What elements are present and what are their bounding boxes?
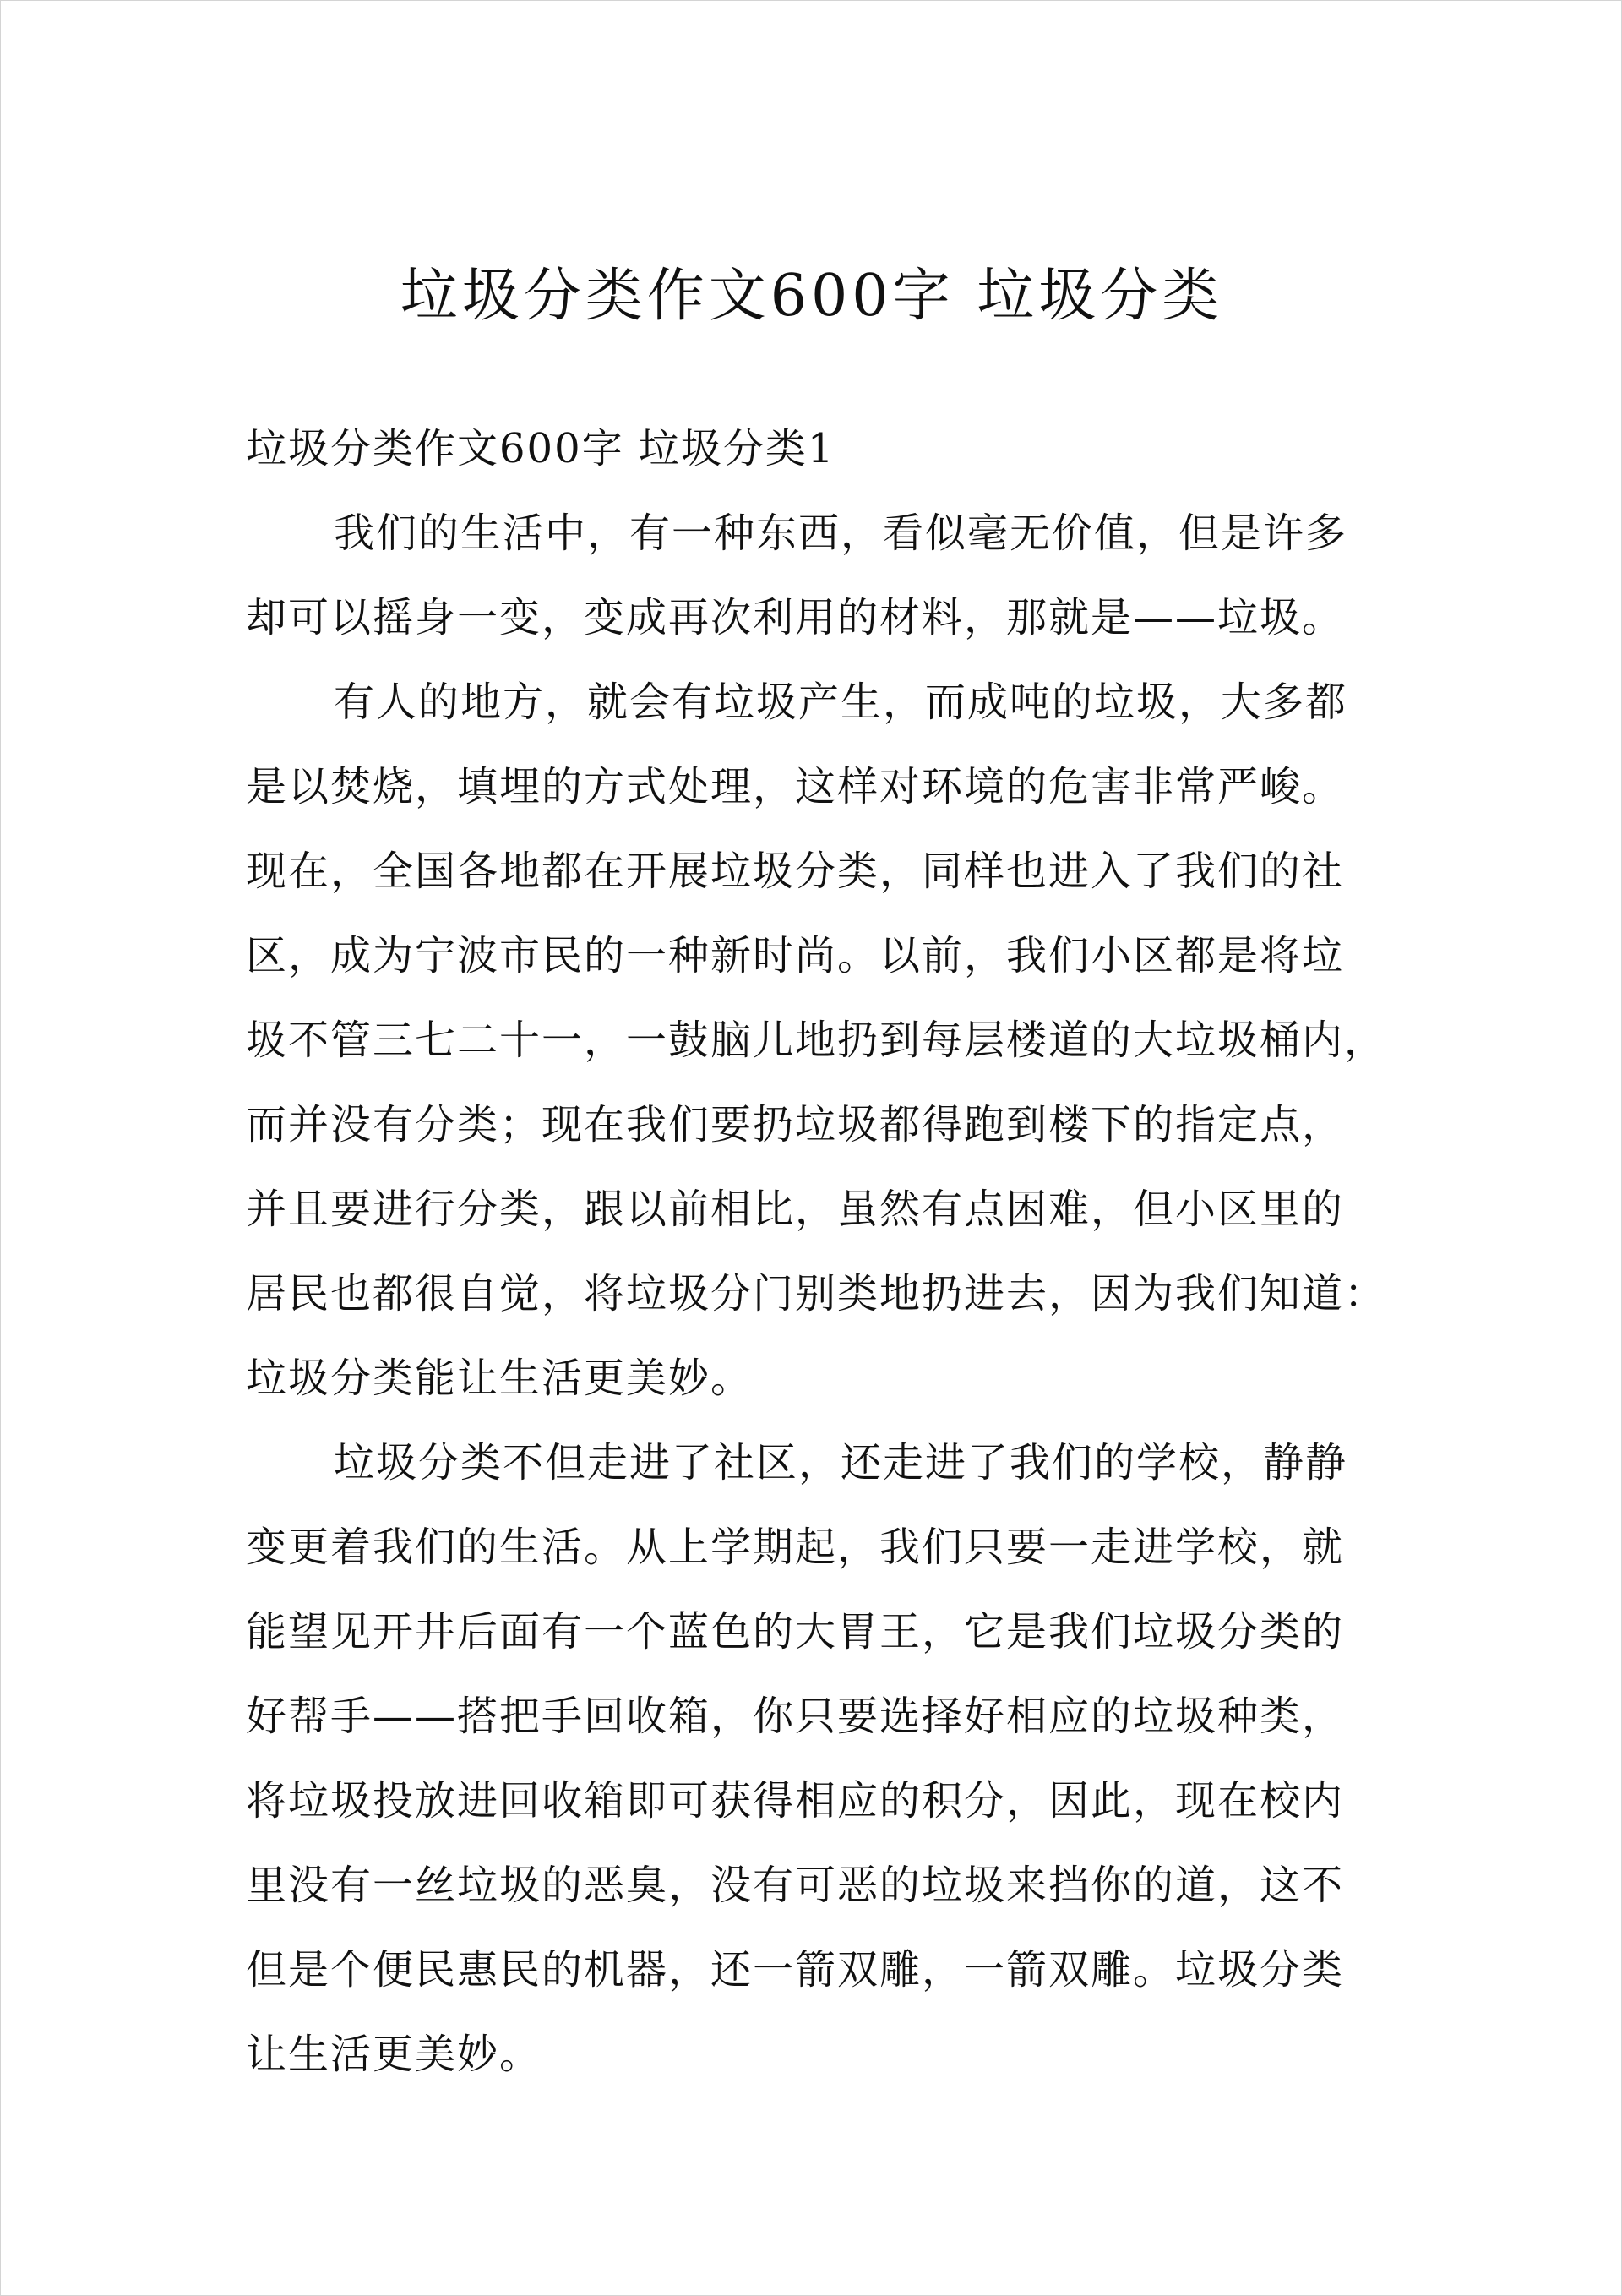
text-line: 垃圾分类能让生活更美妙。 [246, 1355, 754, 1402]
text-line: 但是个便民惠民的机器，还一箭双雕，一箭双雕。垃圾分类 [246, 1946, 1345, 1993]
text-line: 能望见开井后面有一个蓝色的大胃王，它是我们垃圾分类的 [246, 1608, 1345, 1655]
text-line: 现在，全国各地都在开展垃圾分类，同样也进入了我们的社 [246, 848, 1345, 895]
text-line: 我们的生活中，有一种东西，看似毫无价值，但是许多 [334, 510, 1348, 557]
document-body [246, 406, 1387, 2097]
text-line: 将垃圾投放进回收箱即可获得相应的积分，因此，现在校内 [246, 1777, 1345, 1824]
paragraph-2 [246, 660, 1387, 1421]
text-line: 居民也都很自觉，将垃圾分门别类地扔进去，因为我们知道： [246, 1270, 1387, 1317]
paragraph-1 [246, 491, 1378, 660]
text-line: 而并没有分类；现在我们要扔垃圾都得跑到楼下的指定点， [246, 1101, 1345, 1148]
section-heading: 垃圾分类作文600字 垃圾分类1 [246, 425, 835, 472]
text-line: 垃圾分类不但走进了社区，还走进了我们的学校，静静 [334, 1439, 1348, 1486]
paragraph-3 [246, 1421, 1378, 2097]
text-line: 圾不管三七二十一，一鼓脑儿地扔到每层楼道的大垃圾桶内， [246, 1017, 1387, 1064]
document-title: 垃圾分类作文600字 垃圾分类 [400, 263, 1224, 330]
text-line: 区，成为宁波市民的一种新时尚。以前，我们小区都是将垃 [246, 932, 1345, 979]
text-line: 让生活更美妙。 [246, 2031, 542, 2078]
text-line: 并且要进行分类，跟以前相比，虽然有点困难，但小区里的 [246, 1186, 1345, 1233]
text-line: 有人的地方，就会有垃圾产生，而成吨的垃圾，大多都 [334, 679, 1348, 726]
text-line: 好帮手——搭把手回收箱，你只要选择好相应的垃圾种类， [246, 1693, 1345, 1740]
text-line: 却可以摇身一变，变成再次利用的材料，那就是——垃圾。 [246, 594, 1345, 641]
text-line: 里没有一丝垃圾的恶臭，没有可恶的垃圾来挡你的道，这不 [246, 1862, 1345, 1909]
text-line: 是以焚烧，填埋的方式处理，这样对环境的危害非常严峻。 [246, 763, 1345, 810]
text-line: 变更着我们的生活。从上学期起，我们只要一走进学校，就 [246, 1524, 1345, 1571]
